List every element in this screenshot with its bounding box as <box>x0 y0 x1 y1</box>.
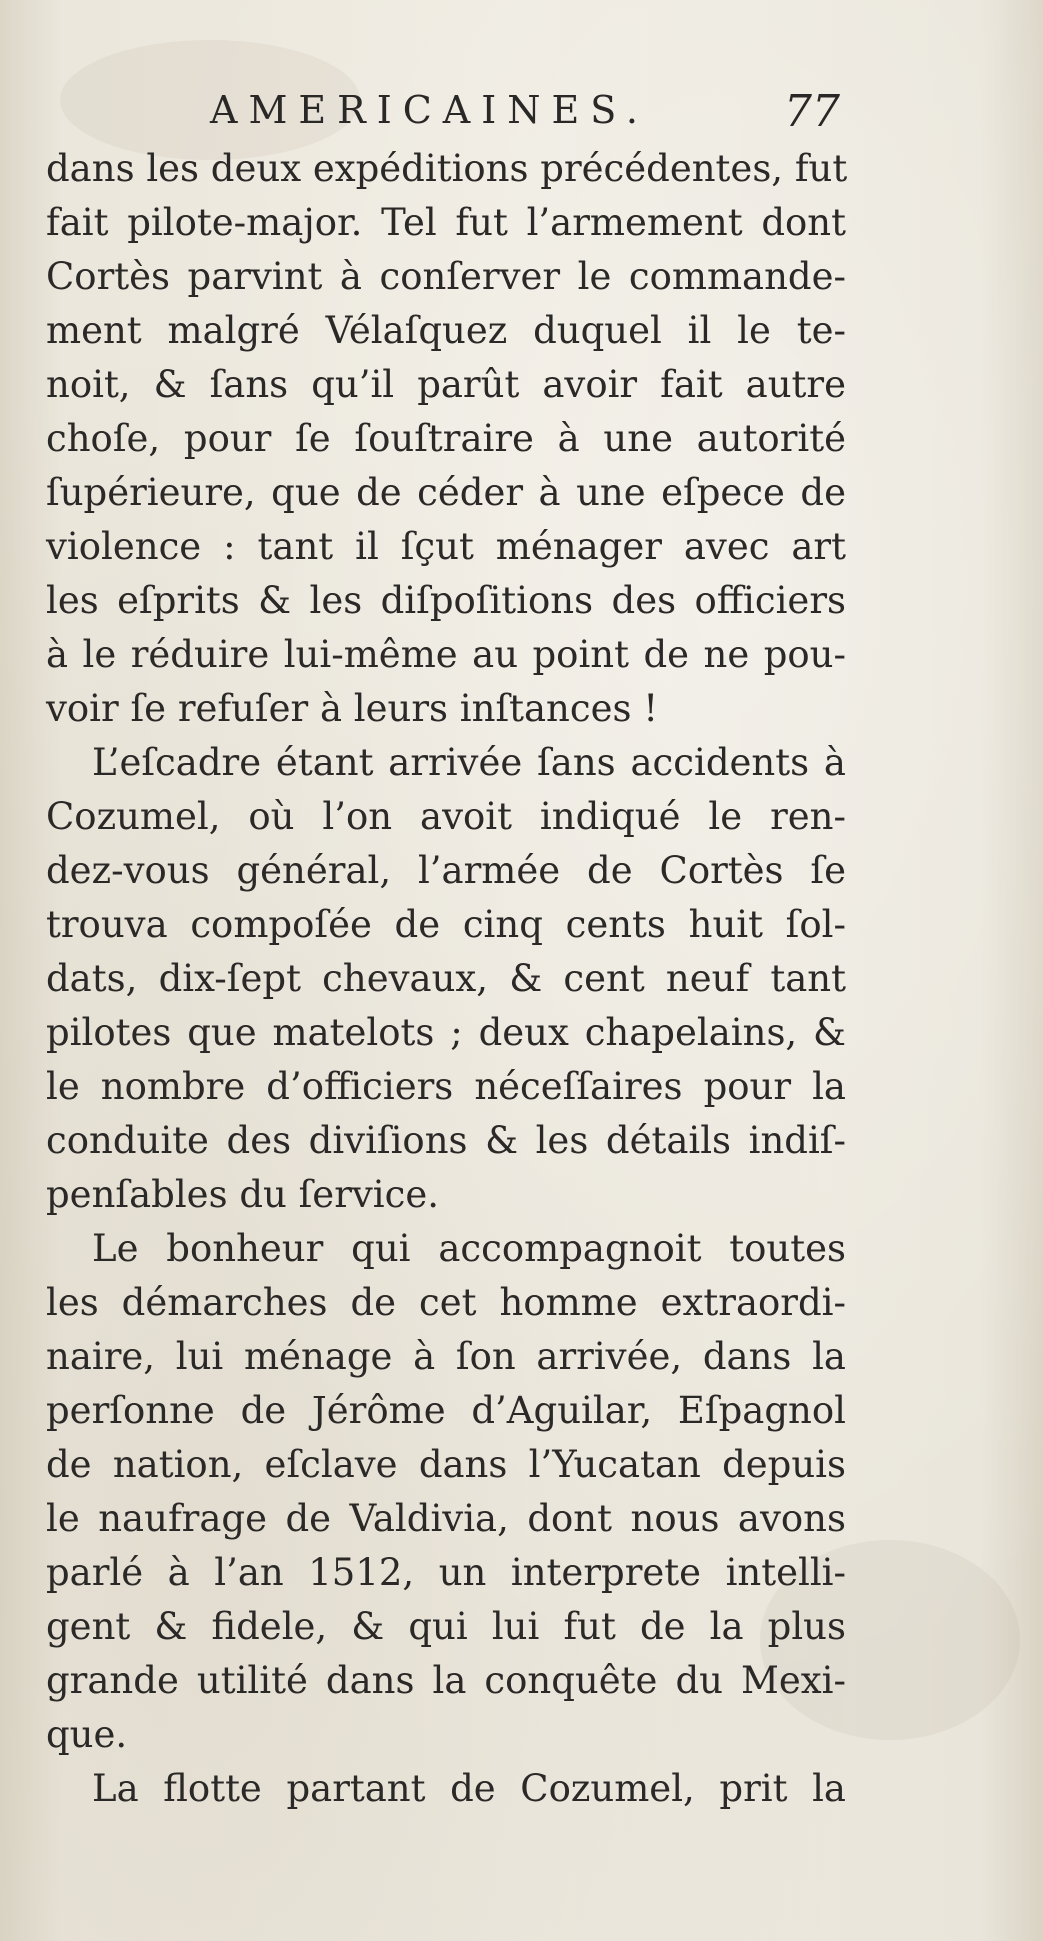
text-line: voir ſe refuſer à leurs inſtances ! <box>46 687 659 730</box>
text-line: gent & fidele, & qui lui fut de la plus <box>46 1605 846 1648</box>
text-line: le naufrage de Valdivia, dont nous avons <box>46 1497 846 1540</box>
text-line: trouva compoſée de cinq cents huit ſol- <box>46 903 846 946</box>
paragraph-first-line: L’eſcadre étant arrivée ſans accidents à <box>92 741 846 784</box>
text-line: ment malgré Vélaſquez duquel il le te- <box>46 309 846 352</box>
body-text <box>46 142 846 1816</box>
text-line: que. <box>46 1713 128 1756</box>
text-line: Cozumel, où l’on avoit indiqué le ren- <box>46 795 846 838</box>
text-line: les eſprits & les diſpoſitions des officiers <box>46 579 846 622</box>
text-line: parlé à l’an 1512, un interprete intelli- <box>46 1551 846 1594</box>
text-line: choſe, pour ſe ſouſtraire à une autorité <box>46 417 846 460</box>
paragraph-first-line: La flotte partant de Cozumel, prit la <box>92 1767 846 1810</box>
text-line: le nombre d’officiers néceſſaires pour la <box>46 1065 846 1108</box>
text-line: de nation, eſclave dans l’Yucatan depuis <box>46 1443 846 1486</box>
text-line: les démarches de cet homme extraordi- <box>46 1281 846 1324</box>
text-line: noit, & ſans qu’il parût avoir fait autre <box>46 363 846 406</box>
page-number: 77 <box>784 86 840 137</box>
text-line: dez-vous général, l’armée de Cortès ſe <box>46 849 846 892</box>
text-line: conduite des diviſions & les détails indiſ- <box>46 1119 846 1162</box>
paragraph-first-line: Le bonheur qui accompagnoit toutes <box>92 1227 846 1270</box>
text-line: à le réduire lui-même au point de ne pou- <box>46 633 846 676</box>
text-line: dats, dix-ſept chevaux, & cent neuf tant <box>46 957 846 1000</box>
running-title: AMERICAINES. <box>210 88 649 132</box>
text-line: violence : tant il ſçut ménager avec art <box>46 525 846 568</box>
page-header <box>210 88 840 148</box>
text-line: dans les deux expéditions précédentes, fut <box>46 147 848 190</box>
text-line: fait pilote-major. Tel fut l’armement dont <box>46 201 846 244</box>
text-line: grande utilité dans la conquête du Mexi- <box>46 1659 846 1702</box>
text-line: Cortès parvint à conſerver le commande- <box>46 255 846 298</box>
text-line: ſupérieure, que de céder à une eſpece de <box>46 471 846 514</box>
text-line: perſonne de Jérôme d’Aguilar, Eſpagnol <box>46 1389 846 1432</box>
text-line: pilotes que matelots ; deux chapelains, & <box>46 1011 846 1054</box>
text-line: penſables du ſervice. <box>46 1173 439 1216</box>
text-line: naire, lui ménage à ſon arrivée, dans la <box>46 1335 846 1378</box>
